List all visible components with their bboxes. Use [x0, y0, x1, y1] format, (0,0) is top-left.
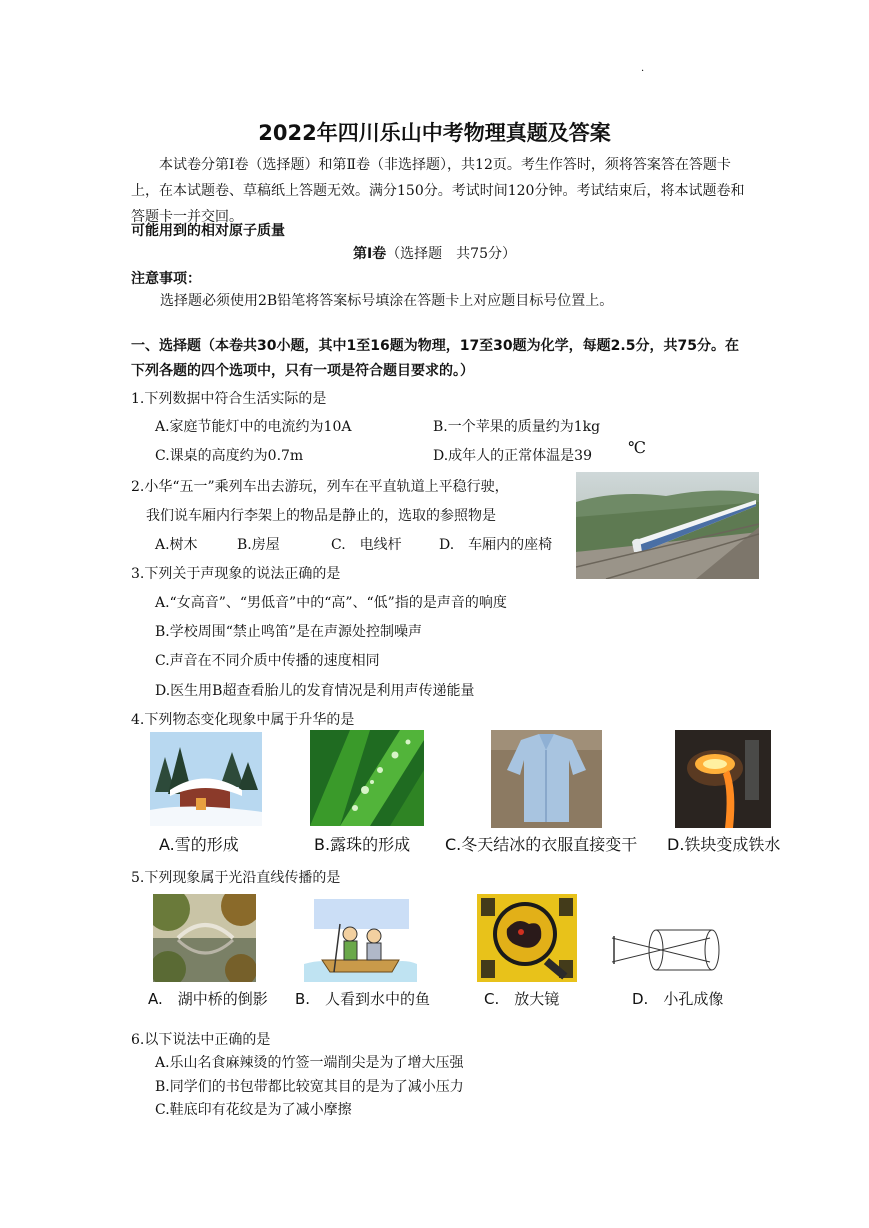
- q1-stem: 1.下列数据中符合生活实际的是: [131, 391, 327, 407]
- q3-option-a: A.“女高音”、“男低音”中的“高”、“低”指的是声音的响度: [155, 595, 507, 611]
- q5-caption-b: B. 人看到水中的鱼: [295, 990, 431, 1008]
- q3-option-d: D.医生用B超查看胎儿的发育情况是利用声传递能量: [155, 683, 475, 699]
- dew-leaf-photo: [310, 730, 424, 826]
- section-label: 第Ⅰ卷: [352, 246, 387, 262]
- q6-stem: 6.以下说法中正确的是: [131, 1032, 271, 1048]
- q1-option-b: B.一个苹果的质量约为1kg: [433, 419, 601, 435]
- q6-option-a: A.乐山名食麻辣烫的竹签一端削尖是为了增大压强: [155, 1055, 464, 1071]
- section-header: [0, 243, 869, 263]
- q1-option-a: A.家庭节能灯中的电流约为10A: [155, 419, 352, 435]
- train-photo: [576, 472, 759, 579]
- q3-option-c: C.声音在不同介质中传播的速度相同: [155, 653, 380, 669]
- notes-text: 选择题必须使用2B铅笔将答案标号填涂在答题卡上对应题目标号位置上。: [160, 293, 614, 309]
- q5-caption-c: C. 放大镜: [484, 990, 560, 1008]
- q4-caption-d: D.铁块变成铁水: [667, 835, 781, 854]
- magnifier-photo: [477, 894, 577, 982]
- q6-option-b: B.同学们的书包带都比较宽其目的是为了减小压力: [155, 1079, 464, 1095]
- bridge-reflection-photo: [153, 894, 256, 982]
- page-title: 2022年四川乐山中考物理真题及答案: [258, 121, 611, 145]
- q3-stem: 3.下列关于声现象的说法正确的是: [131, 566, 341, 582]
- snow-house-photo: [150, 732, 262, 826]
- q1-option-d: D.成年人的正常体温是39: [433, 448, 592, 464]
- q3-option-b: B.学校周围“禁止鸣笛”是在声源处控制噪声: [155, 624, 423, 640]
- fisherman-cartoon: [304, 894, 417, 982]
- q1-option-c: C.课桌的高度约为0.7m: [155, 448, 304, 464]
- q2-option-b: B.房屋: [237, 537, 280, 553]
- q2-option-c: C. 电线杆: [331, 537, 402, 553]
- atomic-mass-heading: 可能用到的相对原子质量: [131, 223, 285, 239]
- frozen-shirt-photo: [491, 730, 602, 828]
- q5-caption-a: A. 湖中桥的倒影: [148, 990, 268, 1008]
- intro-paragraph: 本试卷分第Ⅰ卷（选择题）和第Ⅱ卷（非选择题），共12页。考生作答时，须将答案答在答题卡上，在本试题卷、草稿纸上答题无效。满分150分。考试时间120分钟。考试结束后，将本试题卷和答题卡一并交回。: [131, 157, 745, 225]
- q4-caption-c: C.冬天结冰的衣服直接变干: [445, 835, 638, 854]
- q6-option-c: C.鞋底印有花纹是为了减小摩擦: [155, 1102, 352, 1118]
- section-desc: （选择题 共75分）: [386, 246, 517, 262]
- q2-stem-line2: 我们说车厢内行李架上的物品是静止的，选取的参照物是: [146, 508, 496, 524]
- molten-iron-photo: [675, 730, 771, 828]
- notes-heading: 注意事项：: [131, 271, 201, 287]
- part-one-instructions: 一、选择题（本卷共30小题，其中1至16题为物理，17至30题为化学，每题2.5分，共75分。在下列各题的四个选项中，只有一项是符合题目要求的。）: [131, 338, 739, 379]
- q5-stem: 5.下列现象属于光沿直线传播的是: [131, 870, 341, 886]
- q2-option-a: A.树木: [155, 537, 198, 553]
- q2-option-d: D. 车厢内的座椅: [439, 537, 553, 553]
- q5-caption-d: D. 小孔成像: [632, 990, 724, 1008]
- q4-stem: 4.下列物态变化现象中属于升华的是: [131, 712, 355, 728]
- q4-caption-b: B.露珠的形成: [314, 835, 411, 854]
- pinhole-camera-diagram: [610, 924, 728, 976]
- q1-degree-unit: ℃: [628, 438, 646, 457]
- page-dot: ·: [641, 66, 645, 77]
- q2-stem-line1: 2.小华“五一”乘列车出去游玩，列车在平直轨道上平稳行驶，: [131, 479, 509, 495]
- q4-caption-a: A.雪的形成: [159, 835, 239, 854]
